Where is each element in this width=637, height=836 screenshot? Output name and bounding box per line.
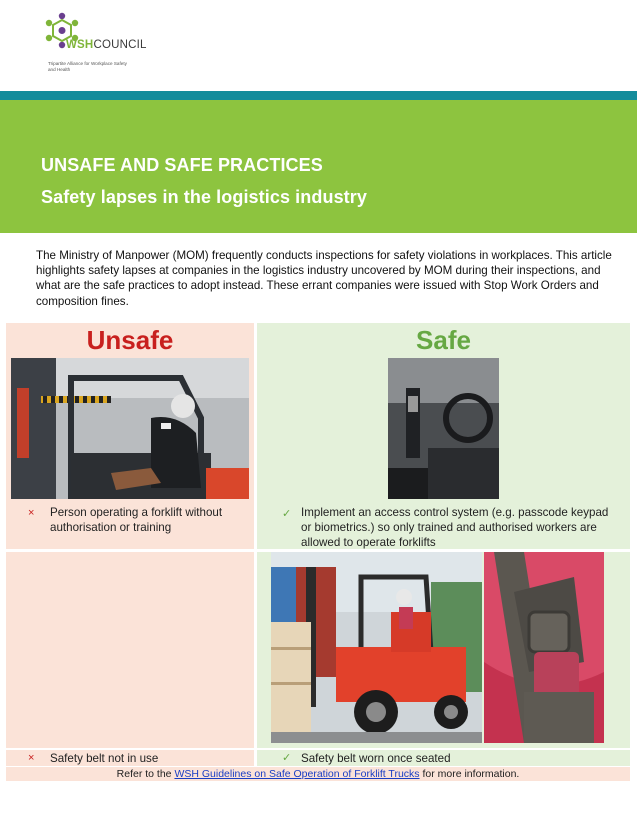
row2-safe-text: Safety belt worn once seated <box>301 752 451 765</box>
safe-forklift-seated-photo <box>271 552 482 743</box>
guidelines-link[interactable]: WSH Guidelines on Safe Operation of Forklift Trucks <box>174 768 420 780</box>
safe-access-control-photo <box>388 358 499 499</box>
safe-heading: Safe <box>416 325 471 355</box>
logo-tagline: Tripartite Alliance for Workplace Safety and Health <box>48 61 127 72</box>
row1-safe-text: Implement an access control system (e.g. passcode keypad or biometrics.) so only trained and authorised workers are allowed to operate forklifts <box>301 506 609 549</box>
page-subtitle: Safety lapses in the logistics industry <box>41 187 367 207</box>
page-title: UNSAFE AND SAFE PRACTICES <box>41 155 323 175</box>
unsafe-forklift-photo <box>11 358 249 499</box>
reference-suffix: for more information. <box>419 768 520 780</box>
unsafe-x-icon: × <box>28 752 35 764</box>
reference-prefix: Refer to the <box>116 768 175 780</box>
row2-safe-cell <box>257 552 630 748</box>
row1-safe-cell <box>257 357 630 549</box>
row1-unsafe-text: Person operating a forklift without authorisation or training <box>50 506 223 534</box>
intro-paragraph: The Ministry of Manpower (MOM) frequently conducts inspections for safety violations in workplaces. This article highlights safety lapses at companies in the logistics industry uncovered by MOM during their inspections, and what are the safe practices to adopt instead. These errant companies were issued with Stop Work Orders and composition fines. <box>36 249 612 308</box>
logo-wordmark: WSHCOUNCIL <box>66 39 147 51</box>
wsh-council-logo <box>44 12 174 72</box>
row1-unsafe-cell <box>6 357 254 549</box>
safe-seatbelt-closeup-photo <box>484 552 604 743</box>
unsafe-heading: Unsafe <box>86 325 174 355</box>
row2-safe-caption-cell <box>257 750 630 766</box>
safe-check-icon: ✓ <box>282 752 292 764</box>
unsafe-x-icon: × <box>28 507 35 519</box>
safe-column-header <box>257 323 630 357</box>
header-teal-bar <box>0 91 637 100</box>
row2-unsafe-text: Safety belt not in use <box>50 752 159 765</box>
reference-footer <box>6 767 630 781</box>
row2-unsafe-caption-cell <box>6 750 254 766</box>
unsafe-column-header <box>6 323 254 357</box>
reference-text <box>6 768 630 780</box>
row2-unsafe-cell <box>6 552 254 748</box>
safe-check-icon: ✓ <box>282 508 292 520</box>
